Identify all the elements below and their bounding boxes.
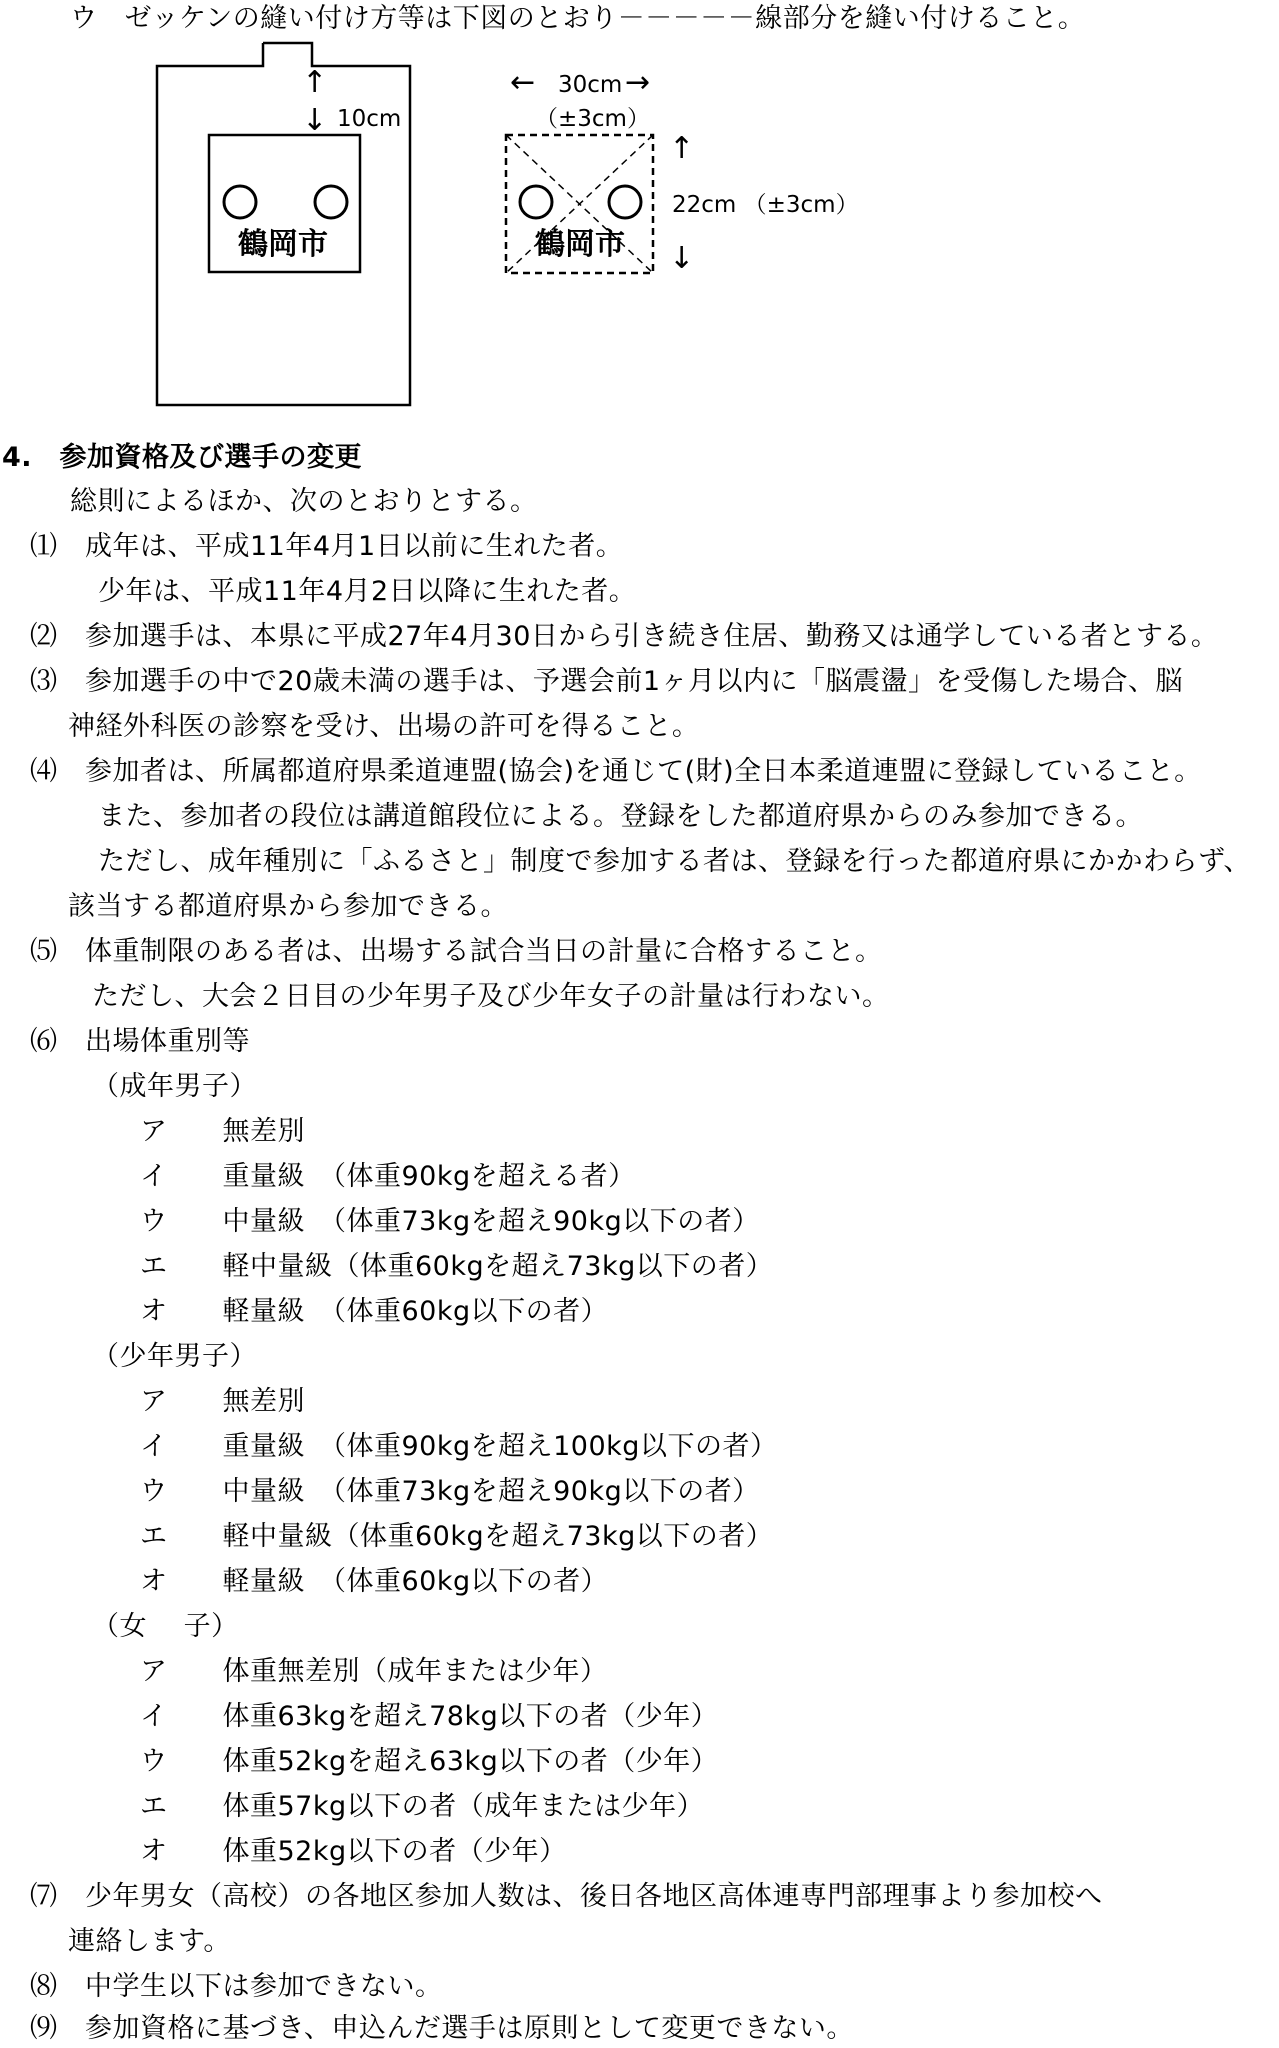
item-6-line-1: ⑹ 出場体重別等: [30, 1026, 250, 1057]
jacket-circle-right: [315, 186, 347, 218]
item-5-line-2: ただし、大会２日目の少年男子及び少年女子の計量は行わない。: [92, 981, 890, 1012]
adult-men-heading: （成年男子）: [92, 1071, 257, 1102]
item-3-line-1: ⑶ 参加選手の中で20歳未満の選手は、予選会前1ヶ月以内に「脳震盪」を受傷した場合、脳: [30, 666, 1184, 697]
label-22cm: 22cm （±3cm）: [672, 192, 859, 218]
arrow-down-22cm: ↓: [669, 241, 695, 276]
zekken-circle-left: [520, 186, 552, 218]
arrow-left-30cm: ←: [510, 65, 536, 100]
intro-marker: ウ: [70, 3, 98, 34]
section-heading: 4. 参加資格及び選手の変更: [2, 442, 363, 473]
adult-men-item-o: オ 軽量級 （体重60kg以下の者）: [140, 1296, 609, 1327]
item-7-line-1: ⑺ 少年男女（高校）の各地区参加人数は、後日各地区高体連専門部理事より参加校へ: [30, 1881, 1103, 1912]
women-item-u: ウ 体重52kgを超え63kg以下の者（少年）: [140, 1746, 719, 1777]
zekken-circle-right: [609, 186, 641, 218]
arrow-down-10cm: ↓: [302, 103, 328, 138]
zekken-diagram: [0, 0, 1279, 420]
adult-men-item-a: ア 無差別: [140, 1116, 305, 1147]
item-4-line-2: また、参加者の段位は講道館段位による。登録をした都道府県からのみ参加できる。: [98, 801, 1143, 832]
item-9-line-1: ⑼ 参加資格に基づき、申込んだ選手は原則として変更できない。: [30, 2013, 854, 2044]
women-item-a: ア 体重無差別（成年または少年）: [140, 1656, 608, 1687]
jacket-circle-left: [224, 186, 256, 218]
youth-men-item-i: イ 重量級 （体重90kgを超え100kg以下の者）: [140, 1431, 778, 1462]
adult-men-item-i: イ 重量級 （体重90kgを超える者）: [140, 1161, 636, 1192]
item-4-line-3: ただし、成年種別に「ふるさと」制度で参加する者は、登録を行った都道府県にかかわらず、: [98, 846, 1251, 877]
adult-men-item-u: ウ 中量級 （体重73kgを超え90kg以下の者）: [140, 1206, 760, 1237]
label-30cm: 30cm: [558, 72, 623, 98]
section-lead: 総則によるほか、次のとおりとする。: [70, 486, 538, 517]
item-1-line-1: ⑴ 成年は、平成11年4月1日以前に生れた者。: [30, 531, 624, 562]
intro-text: ゼッケンの縫い付け方等は下図のとおり－－－－－線部分を縫い付けること。: [124, 3, 1086, 34]
item-8-line-1: ⑻ 中学生以下は参加できない。: [30, 1971, 443, 2002]
label-30cm-tolerance: （±3cm）: [535, 106, 650, 132]
item-4-line-1: ⑷ 参加者は、所属都道府県柔道連盟(協会)を通じて(財)全日本柔道連盟に登録していること。: [30, 756, 1202, 787]
jacket-city-name: 鶴岡市: [238, 227, 328, 262]
youth-men-item-a: ア 無差別: [140, 1386, 305, 1417]
item-1-line-2: 少年は、平成11年4月2日以降に生れた者。: [98, 576, 637, 607]
arrow-up-10cm: ↑: [302, 65, 328, 100]
adult-men-item-e: エ 軽中量級（体重60kgを超え73kg以下の者）: [140, 1251, 774, 1282]
jacket-outline: [157, 43, 410, 405]
item-5-line-1: ⑸ 体重制限のある者は、出場する試合当日の計量に合格すること。: [30, 936, 883, 967]
youth-men-item-u: ウ 中量級 （体重73kgを超え90kg以下の者）: [140, 1476, 760, 1507]
women-heading: （女 子）: [92, 1611, 239, 1642]
label-10cm: 10cm: [337, 106, 402, 132]
item-2-line-1: ⑵ 参加選手は、本県に平成27年4月30日から引き続き住居、勤務又は通学している者とする。: [30, 621, 1219, 652]
item-4-line-4: 該当する都道府県から参加できる。: [68, 891, 508, 922]
women-item-i: イ 体重63kgを超え78kg以下の者（少年）: [140, 1701, 719, 1732]
youth-men-item-e: エ 軽中量級（体重60kgを超え73kg以下の者）: [140, 1521, 774, 1552]
arrow-up-22cm: ↑: [669, 131, 695, 166]
item-7-line-2: 連絡します。: [68, 1926, 231, 1957]
youth-men-heading: （少年男子）: [92, 1341, 257, 1372]
youth-men-item-o: オ 軽量級 （体重60kg以下の者）: [140, 1566, 609, 1597]
women-item-o: オ 体重52kg以下の者（少年）: [140, 1836, 567, 1867]
zekken-city-name: 鶴岡市: [535, 227, 625, 262]
women-item-e: エ 体重57kg以下の者（成年または少年）: [140, 1791, 705, 1822]
arrow-right-30cm: →: [625, 65, 651, 100]
item-3-line-2: 神経外科医の診察を受け、出場の許可を得ること。: [68, 711, 700, 742]
